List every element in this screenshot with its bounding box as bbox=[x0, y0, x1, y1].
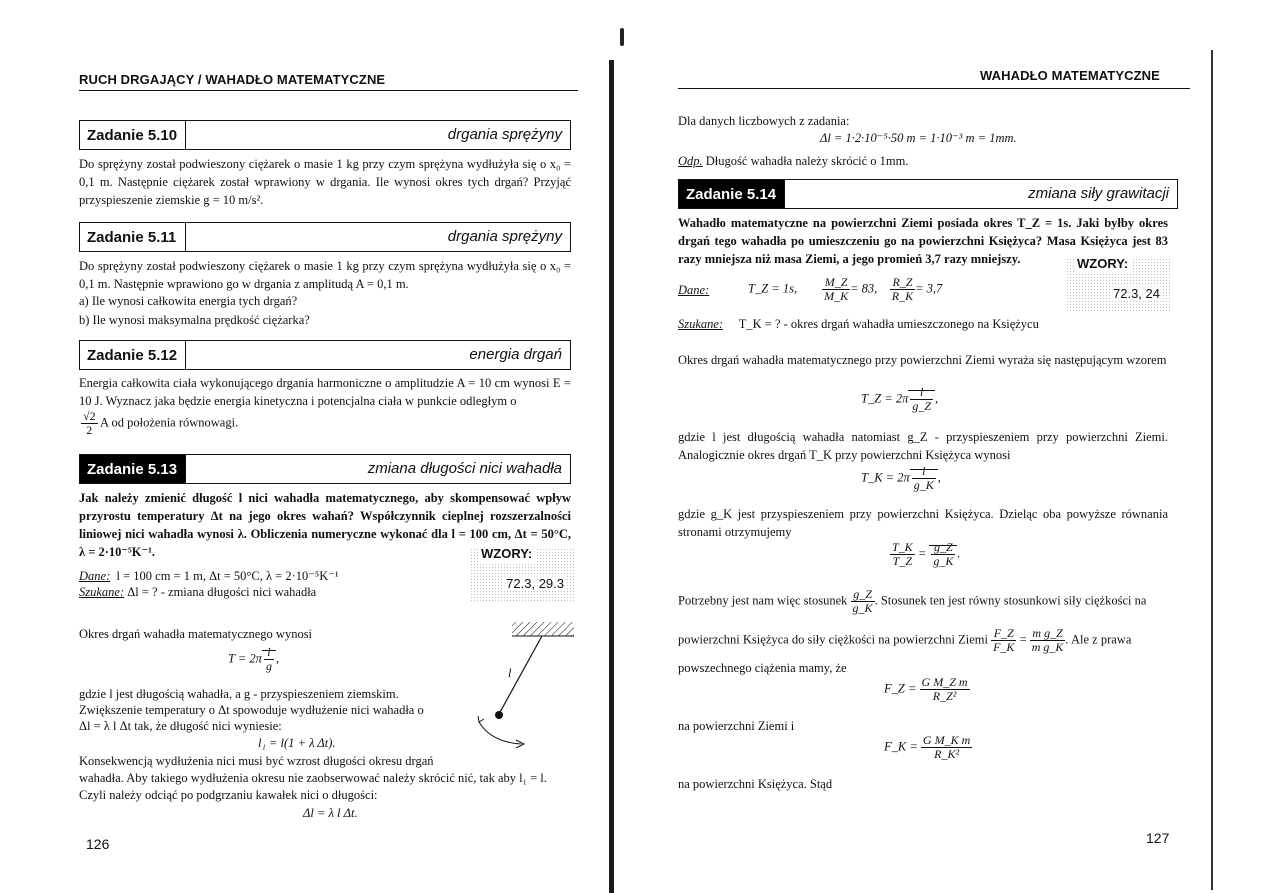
answer-line: Odp. Długość wahadła należy skrócić o 1mm. bbox=[678, 154, 909, 168]
task-header-5-10 bbox=[79, 120, 571, 150]
task-number: Zadanie 5.10 bbox=[80, 121, 186, 149]
running-head-left: RUCH DRGAJĄCY / WAHADŁO MATEMATYCZNE bbox=[79, 72, 386, 87]
task-5-13-dane: Dane: l = 100 cm = 1 m, Δt = 50°C, λ = 2·10⁻⁵K⁻¹ bbox=[79, 569, 339, 583]
left-page bbox=[0, 0, 608, 893]
task-5-12-tail: $\frac{√2}{2}$ A od położenia równowagi. bbox=[83, 409, 239, 437]
task-header-5-11 bbox=[79, 222, 571, 252]
pendulum-string bbox=[499, 636, 542, 714]
pendulum-diagram bbox=[466, 622, 576, 752]
solution-paragraph-1: Okres drgań wahadła matematycznego przy powierzchni Ziemi wyraża się następującym wzorem bbox=[678, 353, 1167, 367]
head-rule-left bbox=[79, 90, 578, 91]
task-5-11-question-a: a) Ile wynosi całkowita energia tych drgań? bbox=[79, 294, 298, 308]
task-topic: drgania sprężyny bbox=[447, 228, 562, 245]
task-5-13-szukane: Szukane: Δl = ? - zmiana długości nici wahadła bbox=[79, 585, 317, 599]
sqrt2-fraction: $\frac{√2}{2}$ bbox=[83, 409, 96, 437]
solution-intro: Okres drgań wahadła matematycznego wynosi bbox=[79, 627, 313, 641]
solution-line-6: Czyli należy odciąć po podgrzaniu kawałek nici o długości: bbox=[79, 788, 378, 802]
solution-paragraph-3: gdzie g_K jest przyspieszeniem przy powierzchni Księżyca. Dzieląc oba powyższe równania stronami otrzymujemy bbox=[678, 507, 1168, 539]
solution-line-5: wahadła. Aby takiego wydłużenia okresu nie zaobserwować należy skrócić nić, tak aby l₁ = l. bbox=[79, 771, 547, 785]
pendulum-length-label: l bbox=[508, 666, 512, 680]
head-rule-right bbox=[678, 88, 1190, 89]
task-5-14-szukane: Szukane: T_K = ? - okres drgań wahadła umieszczonego na Księżycu bbox=[678, 317, 1039, 331]
task-number: Zadanie 5.13 bbox=[80, 455, 186, 483]
task-topic: zmiana siły grawitacji bbox=[1028, 185, 1169, 202]
right-page bbox=[622, 0, 1263, 893]
solution-paragraph-4: Potrzebny jest nam więc stosunek $\frac{g\_Z}{g\_K}$ . Stosunek ten jest równy stosunkowi siły ciężkości na bbox=[678, 587, 1147, 615]
solution-line-2: Zwiększenie temperatury o Δt spowoduje wydłużenie nici wahadła o bbox=[79, 703, 424, 717]
formula-l1: l₁ = l(1 + λ Δt). bbox=[258, 736, 336, 750]
wzory-box-5-14 bbox=[1066, 258, 1170, 312]
dane-values: T_Z = 1s, $\frac{M\_Z}{M\_K}$ = 83, $\frac{R\_Z}{R\_K}$ = 3,7 bbox=[748, 275, 943, 303]
formula-period: T = 2π $\frac{l}{g}$ , bbox=[228, 645, 280, 673]
task-5-13-text: Jak należy zmienić długość l nici wahadła matematycznego, aby skompensować wpływ przyrostu temperatury Δt na jego okres wahań? Współczynnik cieplnej rozszerzalności liniowej nici wahadła wynosi λ. Obliczenia numeryczne wykonać dla l = 100 cm, Δt = 50°C, λ = 2·10⁻⁵K⁻¹. bbox=[79, 491, 571, 559]
running-head-right: WAHADŁO MATEMATYCZNE bbox=[980, 68, 1160, 83]
solution-paragraph-8: na powierzchni Księżyca. Stąd bbox=[678, 777, 833, 791]
task-topic: energia drgań bbox=[469, 346, 562, 363]
wzory-value: 72.3, 24 bbox=[1113, 286, 1160, 301]
formula-delta-l: Δl = λ l Δt. bbox=[303, 806, 358, 820]
task-5-12-text: Energia całkowita ciała wykonującego drgania harmoniczne o amplitudzie A = 10 cm wynosi E = 10 J. Wyznacz jaka będzie energia kinetyczna i potencjalna ciała w punkcie odległym o bbox=[79, 376, 571, 408]
solution-line-3: Δl = λ l Δt tak, że długość nici wyniesie: bbox=[79, 719, 282, 733]
formula-ratio: $\frac{T\_K}{T\_Z}$ = $\frac{g\_Z}{g\_K}$ . bbox=[892, 540, 961, 568]
swing-arrow-back bbox=[478, 716, 484, 722]
task-5-10-text: Do sprężyny został podwieszony ciężarek o masie 1 kg przy czym sprężyna wydłużyła się o x₀ = 0,1 m. Następnie ciężarek został wprawiony w drgania. Ile wynosi okres tych drgań? Przyjąć przyspieszenie ziemskie g = 10 m/s². bbox=[79, 157, 571, 207]
formula-TK: T_K = 2π $\frac{l}{g\_K}$ , bbox=[861, 464, 941, 492]
solution-paragraph-6: powszechnego ciążenia mamy, że bbox=[678, 661, 847, 675]
task-5-14-dane: Dane: bbox=[678, 283, 710, 297]
wzory-label: WZORY: bbox=[478, 545, 535, 562]
page-number-right: 127 bbox=[1146, 830, 1170, 846]
pendulum-bob bbox=[495, 711, 503, 719]
solution-paragraph-2: gdzie l jest długością wahadła natomiast g_Z - przyspieszeniem przy powierzchni Ziemi. Analogicznie okres drgań T_K przy powierzchni Księżyca wynosi bbox=[678, 430, 1168, 462]
task-topic: zmiana długości nici wahadła bbox=[367, 460, 562, 477]
formula-TZ: T_Z = 2π $\frac{l}{g\_Z}$ , bbox=[861, 385, 939, 413]
formula-delta-l-numeric: Δl = 1·2·10⁻⁵·50 m = 1·10⁻³ m = 1mm. bbox=[820, 131, 1017, 145]
task-topic: drgania sprężyny bbox=[447, 126, 562, 143]
task-header-5-12 bbox=[79, 340, 571, 370]
swing-arc bbox=[479, 722, 521, 744]
solution-line-1: gdzie l jest długością wahadła, a g - przyspieszeniem ziemskim. bbox=[79, 687, 399, 701]
task-5-14-text: Wahadło matematyczne na powierzchni Ziemi posiada okres T_Z = 1s. Jaki byłby okres drgań tego wahadła po umieszczeniu go na powierzchni Księżyca? Masa Księżyca jest 83 razy mniejsza niż masa Ziemi, a jego promień 3,7 razy mniejszy. bbox=[678, 216, 1168, 266]
formula-FK: F_K = $\frac{\text{G M\_K m}}{\text{R\_K²}}$ bbox=[884, 733, 971, 761]
wzory-value: 72.3, 29.3 bbox=[506, 576, 564, 591]
task-header-5-13 bbox=[79, 454, 571, 484]
formula-FZ: F_Z = $\frac{\text{G M\_Z m}}{\text{R\_Z²}}$ bbox=[884, 675, 968, 703]
solution-paragraph-5: powierzchni Księżyca do siły ciężkości na powierzchni Ziemi $\frac{F\_Z}{F\_K}$ = $\frac{\text{m g\_Z}}{\text{m g\_K}}$ . Ale z prawa bbox=[678, 626, 1132, 654]
task-header-5-14 bbox=[678, 179, 1178, 209]
numeric-intro: Dla danych liczbowych z zadania: bbox=[678, 114, 850, 128]
task-number: Zadanie 5.12 bbox=[80, 341, 186, 369]
wzory-box-5-13 bbox=[470, 548, 574, 602]
solution-paragraph-7: na powierzchni Ziemi i bbox=[678, 719, 795, 733]
solution-line-4: Konsekwencją wydłużenia nici musi być wzrost długości okresu drgań bbox=[79, 754, 434, 768]
task-number: Zadanie 5.11 bbox=[80, 223, 186, 251]
task-number: Zadanie 5.14 bbox=[679, 180, 785, 208]
task-5-11-question-b: b) Ile wynosi maksymalna prędkość ciężarka? bbox=[79, 313, 310, 327]
book-spine bbox=[609, 60, 614, 893]
ceiling-hatch bbox=[512, 622, 574, 636]
wzory-label: WZORY: bbox=[1074, 255, 1131, 272]
page-number-left: 126 bbox=[86, 836, 110, 852]
task-5-11-text: Do sprężyny został podwieszony ciężarek o masie 1 kg przy czym sprężyna wydłużyła się o x₀ = 0,1 m. Następnie wprawiono go w drgania z amplitudą A = 0,1 m. bbox=[79, 259, 571, 291]
